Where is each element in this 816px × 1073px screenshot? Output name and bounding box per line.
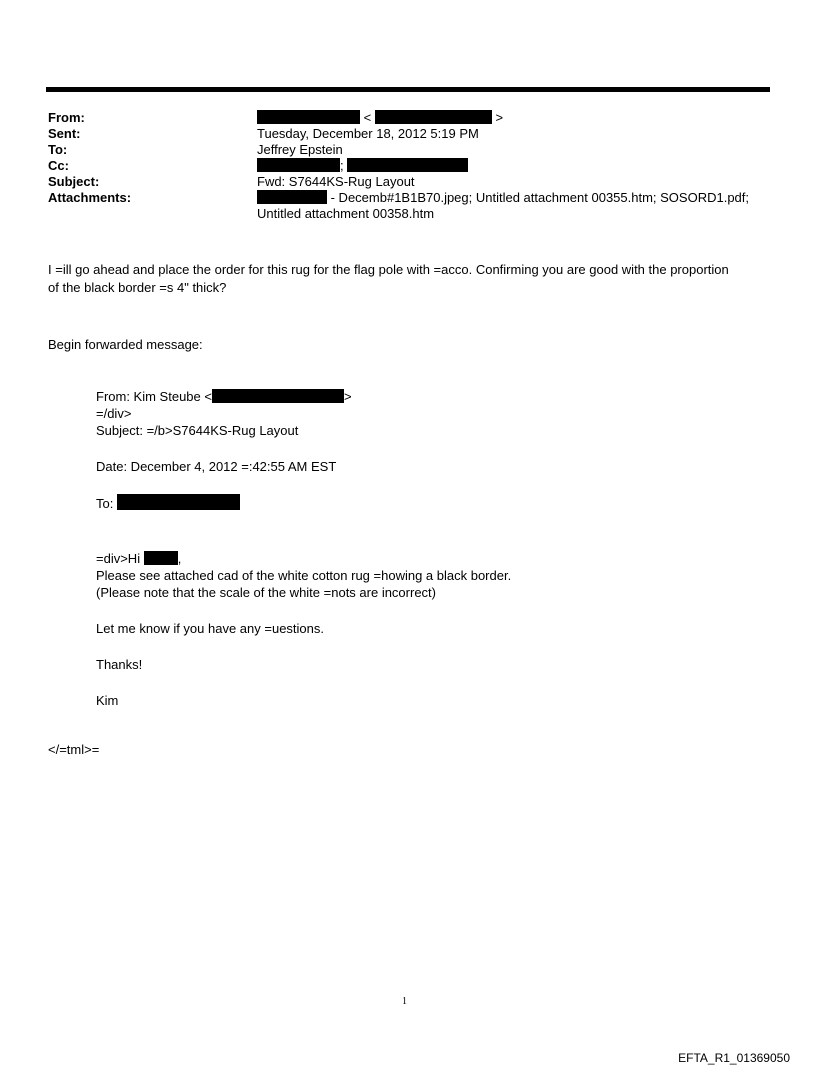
sent-value: Tuesday, December 18, 2012 5:19 PM bbox=[257, 126, 479, 141]
from-bracket-open: < bbox=[363, 110, 372, 125]
greeting-suffix: , bbox=[177, 551, 182, 566]
forwarded-greeting bbox=[96, 550, 181, 568]
forwarded-div-close: =/div> bbox=[96, 406, 132, 421]
forwarded-para-1: Please see attached cad of the white cotton rug =howing a black border. bbox=[96, 568, 512, 583]
redaction-box bbox=[375, 110, 492, 124]
forwarded-subject: Subject: =/b>S7644KS-Rug Layout bbox=[96, 423, 299, 438]
html-tail: </=tml>= bbox=[48, 742, 100, 757]
to-label: To: bbox=[48, 142, 68, 157]
from-bracket-close: > bbox=[495, 110, 504, 125]
forwarded-to-prefix: To: bbox=[96, 496, 117, 511]
forwarded-date: Date: December 4, 2012 =:42:55 AM EST bbox=[96, 459, 337, 474]
redaction-box bbox=[257, 158, 340, 172]
attachments-line2: Untitled attachment 00358.htm bbox=[257, 206, 435, 221]
forwarded-from bbox=[96, 388, 352, 406]
forwarded-from-suffix: > bbox=[343, 389, 352, 404]
forwarded-signature: Kim bbox=[96, 693, 119, 708]
body-line-2: of the black border =s 4" thick? bbox=[48, 280, 227, 295]
sent-label: Sent: bbox=[48, 126, 81, 141]
forwarded-para-2: (Please note that the scale of the white =nots are incorrect) bbox=[96, 585, 436, 600]
forwarded-thanks: Thanks! bbox=[96, 657, 143, 672]
forwarded-from-prefix: From: Kim Steube < bbox=[96, 389, 212, 404]
redaction-box bbox=[212, 389, 344, 403]
from-label: From: bbox=[48, 110, 85, 125]
redaction-box bbox=[257, 190, 327, 204]
header-divider bbox=[46, 87, 770, 92]
document-id: EFTA_R1_01369050 bbox=[678, 1051, 790, 1065]
forwarded-to bbox=[96, 494, 240, 513]
attachments-line1: - Decemb#1B1B70.jpeg; Untitled attachment 00355.htm; SOSORD1.pdf; bbox=[327, 190, 750, 205]
greeting-prefix: =div>Hi bbox=[96, 551, 144, 566]
page-number: 1 bbox=[402, 996, 407, 1007]
subject-value: Fwd: S7644KS-Rug Layout bbox=[257, 174, 415, 189]
from-value bbox=[257, 110, 503, 126]
redaction-box bbox=[144, 551, 178, 565]
forward-intro: Begin forwarded message: bbox=[48, 337, 203, 352]
subject-label: Subject: bbox=[48, 174, 100, 189]
attachments-value bbox=[257, 190, 749, 206]
attachments-label: Attachments: bbox=[48, 190, 132, 205]
to-value: Jeffrey Epstein bbox=[257, 142, 343, 157]
redaction-box bbox=[347, 158, 468, 172]
body-line-1: I =ill go ahead and place the order for this rug for the flag pole with =acco. Confirming you are good with the proportion bbox=[48, 262, 729, 277]
cc-value bbox=[257, 158, 468, 174]
cc-label: Cc: bbox=[48, 158, 69, 173]
redaction-box bbox=[117, 494, 240, 510]
redaction-box bbox=[257, 110, 360, 124]
cc-separator: ; bbox=[340, 158, 344, 173]
forwarded-para-3: Let me know if you have any =uestions. bbox=[96, 621, 324, 636]
